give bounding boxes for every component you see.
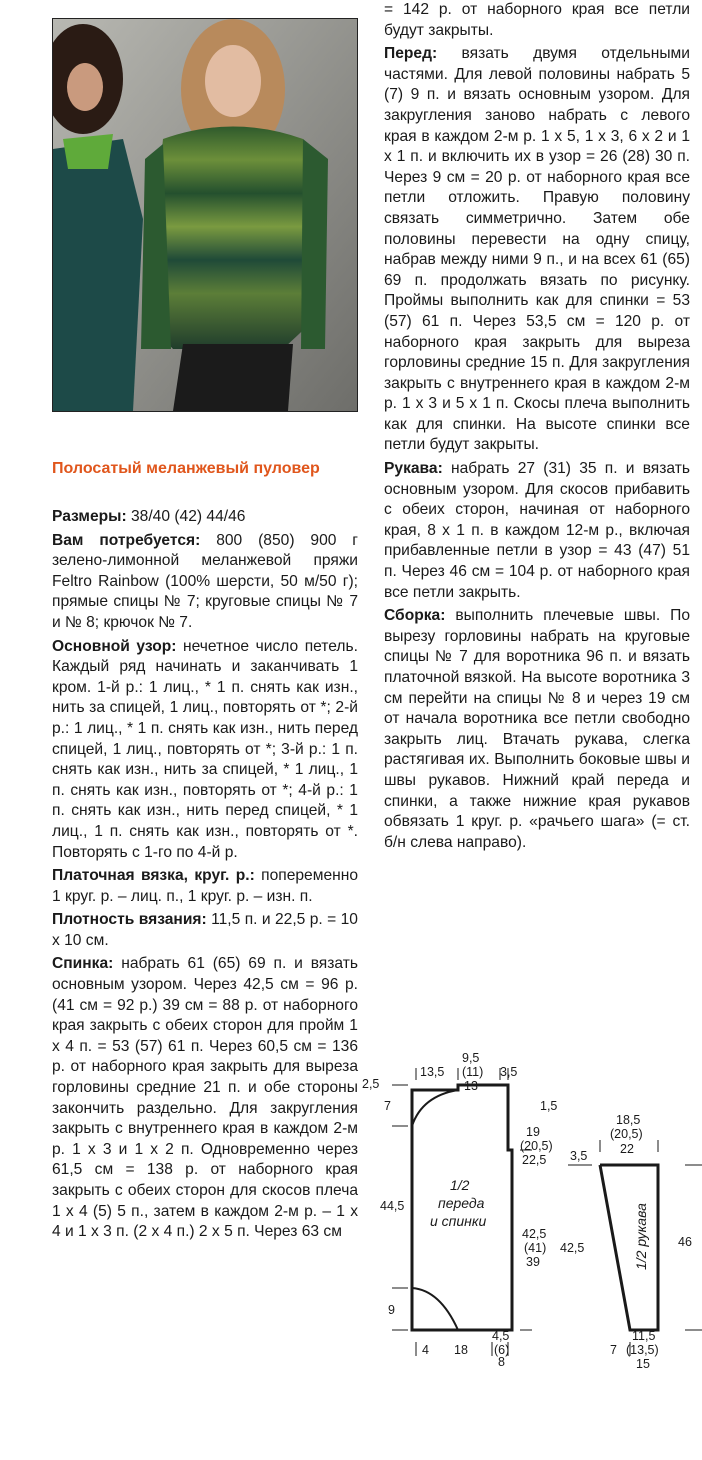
sleeve-dim-22: 22 — [620, 1142, 634, 1156]
dim-11: (11) — [462, 1065, 484, 1079]
sleeve-dim-46: 46 — [678, 1235, 692, 1249]
section-label: Сборка: — [384, 607, 446, 625]
left-paragraph — [52, 910, 358, 951]
dim-18: 18 — [454, 1343, 468, 1357]
section-text: набрать 61 (65) 69 п. и вязать основным узором. Через 42,5 см = 96 р. (41 см = 92 р.) 39 см = 88 р. от наборного края закрыть с обеих сторон для пройм 1 х 4 п. = 53 (57) 61 п. Через 60,5 см = 136 р. от наборного края закрыть для выреза горловины средние 21 п. и обе стороны закончить раздельно. Для закругления закрыть с внутреннего края в каждом 2-м р. 1 х 3 и 1 х 2 п. Одновременно через 61,5 см = 138 р. от наборного края закрыть с обеих сторон для скосов плеча 1 х 4 (5) 5 п., затем в каждом 2-м р. – 1 х 4 и 1 х 3 п. (2 х 4 п.) 2 х 5 п. Через 63 см — [52, 955, 358, 1241]
section-text: 38/40 (42) 44/46 — [126, 508, 246, 525]
dim-41: (41) — [524, 1241, 547, 1255]
dim-39: 39 — [526, 1255, 540, 1269]
dim-9: 9 — [388, 1303, 395, 1317]
dim-20-5: (20,5) — [520, 1139, 553, 1153]
section-label: Основной узор: — [52, 637, 177, 655]
dim-3-5-top: 3,5 — [500, 1065, 518, 1079]
sleeve-dim-18-5: 18,5 — [616, 1113, 641, 1127]
dim-13-5: 13,5 — [420, 1065, 445, 1079]
section-text: вязать двумя отдельными частями. Для левой половины набрать 5 (7) 9 п. и вязать основным узором. Для закругления заново набрать с левого края в каждом 2-м р. 1 х 5, 1 х 3, 6 х 2 и 1 х 1 п. и включить их в узор = 26 (28) 30 п. Через 9 см = 20 р. от наборного края все петли отложить. Правую половину связать симметрично. Затем обе половины перевести на одну спицу, набрав между ними 9 п., и на всех 61 (65) 69 п. продолжать вязать по рисунку. Проймы выполнить как для спинки = 53 (57) 61 п. Через 53,5 см = 120 р. от наборного края закрыть для выреза горловины средние 15 п. Для закругления закрыть с внутреннего края в каждом 2-м р. 1 х 3 и 5 х 1 п. Скосы плеча выполнить как для спинки. На высоте спинки все петли будут закрыты. — [384, 45, 690, 454]
sleeve-dim-20-5: (20,5) — [610, 1127, 643, 1141]
left-paragraph — [52, 637, 358, 864]
dim-19: 19 — [526, 1125, 540, 1139]
left-paragraph — [52, 866, 358, 907]
dim-9-5: 9,5 — [462, 1051, 480, 1065]
dim-4-5: 4,5 — [492, 1329, 510, 1343]
sleeve-dim-13-5: (13,5) — [626, 1343, 659, 1357]
dim-44-5: 44,5 — [380, 1199, 405, 1213]
instructions-right-column — [384, 0, 690, 856]
dim-2-5: 2,5 — [362, 1077, 380, 1091]
body-label-3: и спинки — [430, 1213, 487, 1229]
section-label: Вам потребуется: — [52, 531, 201, 549]
dim-8: 8 — [498, 1355, 505, 1369]
left-paragraph — [52, 507, 358, 528]
pattern-diagram — [360, 1040, 702, 1380]
dim-6: (6) — [494, 1343, 510, 1357]
section-label: Плотность вязания: — [52, 911, 207, 929]
body-label-2: переда — [438, 1195, 485, 1211]
left-paragraph — [52, 531, 358, 634]
sleeve-dim-15: 15 — [636, 1357, 650, 1371]
dim-7: 7 — [384, 1099, 391, 1113]
section-text: 800 (850) 900 г зелено-лимонной меланжевой пряжи Feltro Rainbow (100% шерсти, 50 м/50 г); прямые спицы № 7; круговые спицы № 7 и № 8; крючок № 7. — [52, 531, 358, 631]
section-label: Перед: — [384, 45, 438, 63]
pattern-title: Полосатый меланжевый пуловер — [52, 460, 320, 477]
dim-22-5: 22,5 — [522, 1153, 547, 1167]
section-text: набрать 27 (31) 35 п. и вязать основным узором. Для скосов прибавить с обеих сторон, начиная от наборного края, 8 х 1 п. в каждом 12-м р., включая прибавленные петли в узор = 43 (47) 51 п. Через 46 см = 104 р. от наборного края все петли закрыть. — [384, 460, 690, 601]
section-label: Размеры: — [52, 508, 127, 525]
sleeve-dim-11-5: 11,5 — [632, 1329, 656, 1343]
right-paragraph — [384, 606, 690, 853]
left-paragraph — [52, 954, 358, 1242]
section-text: 11,5 п. и 22,5 р. = 10 х 10 см. — [52, 911, 358, 949]
sleeve-dim-3-5: 3,5 — [570, 1149, 588, 1163]
right-paragraph — [384, 459, 690, 603]
right-paragraph — [384, 0, 690, 41]
section-label: Спинка: — [52, 955, 114, 973]
dim-42-5b: 42,5 — [560, 1241, 585, 1255]
section-label: Платочная вязка, круг. р.: — [52, 867, 255, 885]
section-text: = 142 р. от наборного края все петли будут закрыты. — [384, 1, 690, 39]
section-text: нечетное число петель. Каждый ряд начинать и заканчивать 1 кром. 1-й р.: 1 лиц., * 1 п. снять как изн., нить за спицей, 1 лиц., повторять от *; 2-й р.: 1 лиц., * 1 п. снять как изн., нить перед спицей, 1 лиц., повторять от *; 3-й р.: 1 п. снять как изн., нить за спицей, * 1 лиц., 1 п. снять как изн., повторять от *; 4-й р.: 1 п. снять как изн., нить перед спицей, * 1 лиц., 1 п. снять как изн., повторять от *. Повторять с 1-го по 4-й р. — [52, 637, 358, 861]
section-label: Рукава: — [384, 460, 443, 478]
body-label-1: 1/2 — [450, 1177, 470, 1193]
sleeve-dim-7: 7 — [610, 1343, 617, 1357]
dim-1-5: 1,5 — [540, 1099, 558, 1113]
model-photo — [52, 18, 358, 412]
dim-4: 4 — [422, 1343, 429, 1357]
dim-42-5: 42,5 — [522, 1227, 547, 1241]
section-text: попеременно 1 круг. р. – лиц. п., 1 круг. р. – изн. п. — [52, 867, 359, 905]
sleeve-label: 1/2 рукава — [633, 1203, 649, 1270]
section-text: выполнить плечевые швы. По вырезу горловины набрать на круговые спицы № 7 для воротника 96 п. и вязать платочной вязкой. На высоте воротника 3 см перейти на спицы № 8 и через 19 см от начала воротника все петли свободно закрыть лиц. Втачать рукава, слегка растягивая их. Выполнить боковые швы и швы рукавов. Нижний край переда и спинки, а также нижние края рукавов обвязать 1 круг. р. «рачьего шага» (= ст. б/н слева направо). — [384, 607, 690, 851]
dim-13: 13 — [464, 1079, 478, 1093]
instructions-left-column — [52, 507, 358, 1246]
right-paragraph — [384, 44, 690, 456]
